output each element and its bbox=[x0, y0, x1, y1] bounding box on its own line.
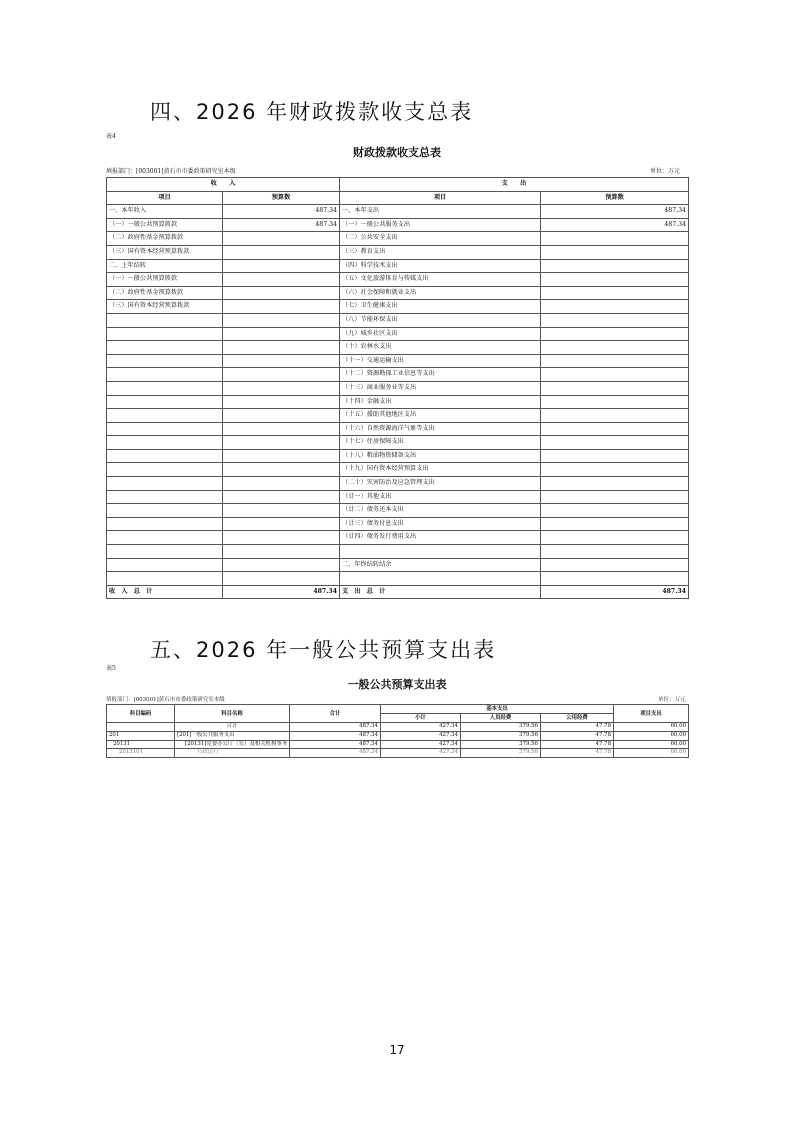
cell-out-val bbox=[541, 245, 689, 259]
section-5-title: 五、2026 年一般公共预算支出表 bbox=[150, 638, 497, 662]
expense-budget-header: 预算数 bbox=[541, 191, 689, 205]
table-row bbox=[107, 327, 689, 341]
cell-in-item bbox=[107, 381, 223, 395]
table-5-number: 表5 bbox=[106, 665, 116, 672]
cell-out-item: （十三）商业服务业等支出 bbox=[340, 381, 541, 395]
table-row bbox=[107, 517, 689, 531]
table-5-title: 一般公共预算支出表 bbox=[347, 678, 447, 691]
table-row bbox=[107, 409, 689, 423]
cell-in-val bbox=[223, 232, 340, 246]
cell-out-item bbox=[340, 572, 541, 586]
cell-in-val bbox=[223, 395, 340, 409]
cell-in-item bbox=[107, 341, 223, 355]
cell-out-item: （一）一般公共服务支出 bbox=[340, 218, 541, 232]
fiscal-summary-table bbox=[106, 177, 689, 599]
cell-out-val bbox=[541, 300, 689, 314]
cell-in-item bbox=[107, 327, 223, 341]
section-4-title: 四、2026 年财政拨款收支总表 bbox=[150, 100, 474, 124]
cell-in-item: （二）政府性基金预算拨款 bbox=[107, 232, 223, 246]
cell-public: 47.78 bbox=[541, 731, 614, 740]
cell-person: 379.56 bbox=[461, 749, 541, 758]
cell-in-val bbox=[223, 517, 340, 531]
cell-out-val bbox=[541, 259, 689, 273]
cell-out-val: 487.34 bbox=[541, 205, 689, 219]
cell-out-item: （十）农林水支出 bbox=[340, 341, 541, 355]
cell-in-item bbox=[107, 463, 223, 477]
public-header: 公用经费 bbox=[541, 714, 614, 723]
table-row bbox=[107, 354, 689, 368]
cell-in-item bbox=[107, 531, 223, 545]
cell-in-val bbox=[223, 545, 340, 559]
cell-out-val bbox=[541, 313, 689, 327]
expense-header: 支 出 bbox=[340, 178, 689, 192]
cell-out-item: （五）文化旅游体育与传媒支出 bbox=[340, 273, 541, 287]
cell-sub: 427.34 bbox=[381, 723, 461, 732]
cell-out-val bbox=[541, 504, 689, 518]
cell-out-item: （廿四）债务发行费用支出 bbox=[340, 531, 541, 545]
table-row bbox=[107, 300, 689, 314]
cell-public: 47.78 bbox=[541, 723, 614, 732]
cell-out-val bbox=[541, 463, 689, 477]
table-4-number: 表4 bbox=[106, 133, 116, 140]
cell-out-item: （十二）资源勘探工业信息等支出 bbox=[340, 368, 541, 382]
cell-code: 201 bbox=[107, 731, 175, 740]
cell-total: 487.34 bbox=[290, 749, 381, 758]
cell-in-item bbox=[107, 436, 223, 450]
table-row bbox=[107, 504, 689, 518]
cell-in-val bbox=[223, 341, 340, 355]
cell-out-val: 487.34 bbox=[541, 218, 689, 232]
cell-in-val bbox=[223, 381, 340, 395]
cell-in-val bbox=[223, 313, 340, 327]
cell-in-item bbox=[107, 504, 223, 518]
cell-sub: 427.34 bbox=[381, 731, 461, 740]
income-total-value: 487.34 bbox=[223, 585, 340, 599]
cell-project: 60.00 bbox=[614, 749, 689, 758]
cell-in-val: 487.34 bbox=[223, 205, 340, 219]
cell-out-item bbox=[340, 545, 541, 559]
cell-in-val bbox=[223, 259, 340, 273]
cell-in-val bbox=[223, 436, 340, 450]
personnel-header: 人员经费 bbox=[461, 714, 541, 723]
cell-out-item: （十七）住房保障支出 bbox=[340, 436, 541, 450]
expense-total-value: 487.34 bbox=[541, 585, 689, 599]
table-row bbox=[107, 218, 689, 232]
cell-in-item: （三）国有资本经营预算拨款 bbox=[107, 300, 223, 314]
table-5-department: 填报部门：[003001]黄石市市委政策研究室本级 bbox=[106, 697, 225, 703]
table-row bbox=[107, 558, 689, 572]
cell-in-val bbox=[223, 504, 340, 518]
cell-in-val: 487.34 bbox=[223, 218, 340, 232]
cell-code: 20131 bbox=[107, 740, 175, 749]
income-total-label: 收 入 总 计 bbox=[107, 585, 223, 599]
cell-in-val bbox=[223, 490, 340, 504]
table-row bbox=[107, 463, 689, 477]
income-header: 收 入 bbox=[107, 178, 340, 192]
table-row bbox=[107, 449, 689, 463]
table-5-unit: 单位：万元 bbox=[658, 697, 686, 703]
cell-out-item: （七）卫生健康支出 bbox=[340, 300, 541, 314]
cell-name: [20131]党委办公厅（室）及相关机构事务 bbox=[175, 740, 290, 749]
cell-out-item: （三）教育支出 bbox=[340, 245, 541, 259]
cell-out-item: （廿一）其他支出 bbox=[340, 490, 541, 504]
cell-out-val bbox=[541, 286, 689, 300]
table-row bbox=[107, 205, 689, 219]
income-budget-header: 预算数 bbox=[223, 191, 340, 205]
table-row bbox=[107, 436, 689, 450]
cell-in-item: 二、上年结转 bbox=[107, 259, 223, 273]
cell-out-val bbox=[541, 381, 689, 395]
table-row bbox=[107, 259, 689, 273]
table-4-title: 财政拨款收支总表 bbox=[353, 146, 441, 159]
cell-out-item: （八）节能环保支出 bbox=[340, 313, 541, 327]
cell-in-item: 一、本年收入 bbox=[107, 205, 223, 219]
table-row bbox=[107, 545, 689, 559]
table-row bbox=[107, 245, 689, 259]
cell-in-item bbox=[107, 558, 223, 572]
cell-in-item bbox=[107, 517, 223, 531]
cell-out-item: （十五）援助其他地区支出 bbox=[340, 409, 541, 423]
cell-in-item: （一）一般公共预算拨款 bbox=[107, 218, 223, 232]
cell-out-val bbox=[541, 545, 689, 559]
subtotal-header: 小计 bbox=[381, 714, 461, 723]
page-number: 17 bbox=[389, 1043, 405, 1057]
total-header: 合计 bbox=[290, 705, 381, 723]
cell-person: 379.56 bbox=[461, 740, 541, 749]
project-header: 项目支出 bbox=[614, 705, 689, 723]
cell-out-item: （廿三）债务付息支出 bbox=[340, 517, 541, 531]
cell-in-item bbox=[107, 490, 223, 504]
cell-name: 行政运行 bbox=[175, 749, 290, 758]
cell-in-item: （三）国有资本经营预算拨款 bbox=[107, 245, 223, 259]
cell-in-val bbox=[223, 300, 340, 314]
cell-out-val bbox=[541, 477, 689, 491]
cell-in-val bbox=[223, 327, 340, 341]
cell-public: 47.78 bbox=[541, 740, 614, 749]
cell-in-val bbox=[223, 449, 340, 463]
cell-out-val bbox=[541, 558, 689, 572]
cell-out-val bbox=[541, 422, 689, 436]
cell-in-val bbox=[223, 368, 340, 382]
cell-out-val bbox=[541, 273, 689, 287]
cell-in-item bbox=[107, 572, 223, 586]
cell-code: 2013101 bbox=[107, 749, 175, 758]
cell-person: 379.56 bbox=[461, 731, 541, 740]
table-row bbox=[107, 477, 689, 491]
table-row bbox=[107, 740, 689, 749]
table-row bbox=[107, 749, 689, 758]
cell-project: 60.00 bbox=[614, 731, 689, 740]
cell-in-val bbox=[223, 422, 340, 436]
code-header: 科目编码 bbox=[107, 705, 175, 723]
table-row bbox=[107, 273, 689, 287]
table-row bbox=[107, 490, 689, 504]
cell-in-item bbox=[107, 395, 223, 409]
cell-out-val bbox=[541, 436, 689, 450]
cell-in-item bbox=[107, 313, 223, 327]
table-4-unit: 单位：万元 bbox=[650, 168, 681, 175]
table-row bbox=[107, 286, 689, 300]
cell-in-val bbox=[223, 354, 340, 368]
cell-sub: 427.34 bbox=[381, 749, 461, 758]
cell-total: 487.34 bbox=[290, 740, 381, 749]
table-row bbox=[107, 572, 689, 586]
cell-in-item bbox=[107, 368, 223, 382]
cell-out-item: （十一）交通运输支出 bbox=[340, 354, 541, 368]
cell-in-item: （一）一般公共预算拨款 bbox=[107, 273, 223, 287]
expense-total-label: 支 出 总 计 bbox=[340, 585, 541, 599]
cell-in-val bbox=[223, 409, 340, 423]
table-row bbox=[107, 731, 689, 740]
cell-out-val bbox=[541, 517, 689, 531]
cell-out-val bbox=[541, 531, 689, 545]
cell-in-item bbox=[107, 477, 223, 491]
cell-out-val bbox=[541, 490, 689, 504]
table-row bbox=[107, 531, 689, 545]
cell-in-item bbox=[107, 422, 223, 436]
general-budget-expense-table bbox=[106, 704, 689, 758]
income-item-header: 项目 bbox=[107, 191, 223, 205]
cell-out-item: 二、年终结转结余 bbox=[340, 558, 541, 572]
table-row bbox=[107, 395, 689, 409]
cell-in-val bbox=[223, 245, 340, 259]
cell-out-item: （十九）国有资本经营预算支出 bbox=[340, 463, 541, 477]
cell-out-val bbox=[541, 368, 689, 382]
cell-out-val bbox=[541, 327, 689, 341]
cell-out-val bbox=[541, 395, 689, 409]
cell-out-item: （四）科学技术支出 bbox=[340, 259, 541, 273]
cell-out-item: 一、本年支出 bbox=[340, 205, 541, 219]
cell-project: 60.00 bbox=[614, 740, 689, 749]
cell-out-item: （二十）灾害防治及应急管理支出 bbox=[340, 477, 541, 491]
cell-total: 487.34 bbox=[290, 731, 381, 740]
cell-out-item: （六）社会保障和就业支出 bbox=[340, 286, 541, 300]
cell-in-item: （二）政府性基金预算拨款 bbox=[107, 286, 223, 300]
cell-in-val bbox=[223, 286, 340, 300]
cell-in-item bbox=[107, 449, 223, 463]
table-row bbox=[107, 368, 689, 382]
table-4-department: 填报部门：[003001]黄石市市委政策研究室本级 bbox=[106, 168, 236, 175]
cell-in-val bbox=[223, 463, 340, 477]
cell-in-val bbox=[223, 572, 340, 586]
cell-public: 47.78 bbox=[541, 749, 614, 758]
cell-person: 379.56 bbox=[461, 723, 541, 732]
cell-out-item: （十四）金融支出 bbox=[340, 395, 541, 409]
name-header: 科目名称 bbox=[175, 705, 290, 723]
cell-sub: 427.34 bbox=[381, 740, 461, 749]
cell-in-item bbox=[107, 409, 223, 423]
cell-out-item: （廿二）债务还本支出 bbox=[340, 504, 541, 518]
cell-out-item: （十六）自然资源海洋气象等支出 bbox=[340, 422, 541, 436]
basic-header: 基本支出 bbox=[381, 705, 614, 714]
cell-out-val bbox=[541, 354, 689, 368]
cell-in-item bbox=[107, 354, 223, 368]
cell-in-item bbox=[107, 545, 223, 559]
cell-in-val bbox=[223, 477, 340, 491]
cell-out-item: （九）城乡社区支出 bbox=[340, 327, 541, 341]
table-row bbox=[107, 723, 689, 732]
table-row bbox=[107, 381, 689, 395]
table-row bbox=[107, 232, 689, 246]
cell-out-item: （十八）粮油物资储备支出 bbox=[340, 449, 541, 463]
table-row bbox=[107, 341, 689, 355]
cell-name: [201]一般公共服务支出 bbox=[175, 731, 290, 740]
cell-in-val bbox=[223, 558, 340, 572]
cell-project: 60.00 bbox=[614, 723, 689, 732]
cell-out-val bbox=[541, 449, 689, 463]
cell-out-val bbox=[541, 341, 689, 355]
cell-total: 487.34 bbox=[290, 723, 381, 732]
table-row bbox=[107, 313, 689, 327]
cell-in-val bbox=[223, 273, 340, 287]
cell-code bbox=[107, 723, 175, 732]
cell-out-val bbox=[541, 409, 689, 423]
table-row bbox=[107, 422, 689, 436]
cell-in-val bbox=[223, 531, 340, 545]
cell-out-item: （二）公共安全支出 bbox=[340, 232, 541, 246]
cell-out-val bbox=[541, 232, 689, 246]
cell-out-val bbox=[541, 572, 689, 586]
cell-name: 合计 bbox=[175, 723, 290, 732]
expense-item-header: 项目 bbox=[340, 191, 541, 205]
